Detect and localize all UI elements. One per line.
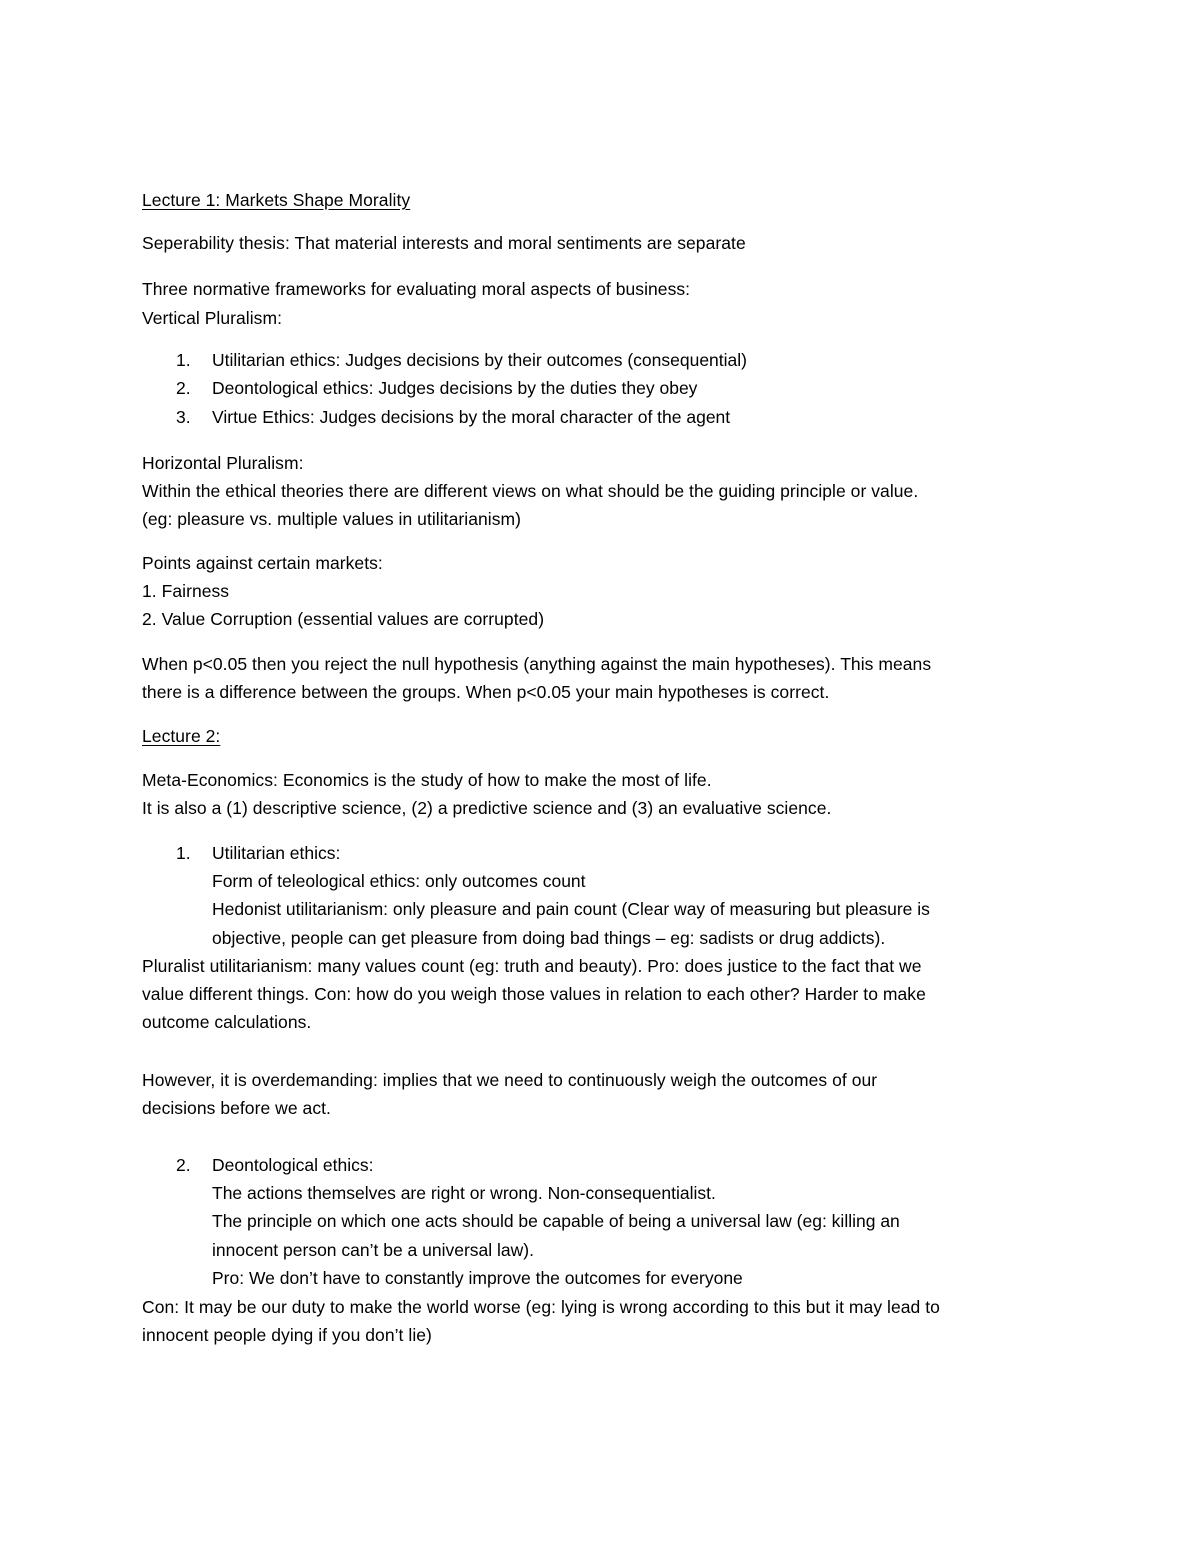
lecture-1-heading: Lecture 1: Markets Shape Morality — [142, 190, 411, 210]
meta-economics-sciences: It is also a (1) descriptive science, (2) a predictive science and (3) an evaluative science. — [142, 798, 832, 818]
deontological-universal-law-continued: innocent person can’t be a universal law). — [212, 1240, 534, 1260]
list-marker: 2. — [176, 378, 191, 398]
point-value-corruption: 2. Value Corruption (essential values are corrupted) — [142, 609, 545, 629]
utilitarian-ethics-title: Utilitarian ethics: — [212, 843, 341, 863]
list-item: Deontological ethics: Judges decisions by the duties they obey — [212, 378, 698, 398]
deontological-con: Con: It may be our duty to make the world worse (eg: lying is wrong according to this but it may lead to — [142, 1297, 940, 1317]
list-marker: 1. — [176, 350, 191, 370]
pluralist-utilitarianism: Pluralist utilitarianism: many values count (eg: truth and beauty). Pro: does justice to the fact that we — [142, 956, 922, 976]
list-marker: 1. — [176, 843, 191, 863]
deontological-universal-law: The principle on which one acts should be capable of being a universal law (eg: killing an — [212, 1211, 900, 1231]
points-against-markets-label: Points against certain markets: — [142, 553, 383, 573]
deontological-con-continued: innocent people dying if you don’t lie) — [142, 1325, 432, 1345]
utilitarian-hedonist: Hedonist utilitarianism: only pleasure and pain count (Clear way of measuring but pleasure is — [212, 899, 930, 919]
deontological-pro: Pro: We don’t have to constantly improve the outcomes for everyone — [212, 1268, 743, 1288]
deontological-ethics-title: Deontological ethics: — [212, 1155, 374, 1175]
point-fairness: 1. Fairness — [142, 581, 230, 601]
lecture-2-heading: Lecture 2: — [142, 726, 221, 746]
p-value-text-continued: there is a difference between the groups. When p<0.05 your main hypotheses is correct. — [142, 682, 830, 702]
overdemanding-critique-continued: decisions before we act. — [142, 1098, 331, 1118]
p-value-text: When p<0.05 then you reject the null hypothesis (anything against the main hypotheses). This means — [142, 654, 932, 674]
utilitarian-teleological: Form of teleological ethics: only outcomes count — [212, 871, 586, 891]
frameworks-intro: Three normative frameworks for evaluating moral aspects of business: — [142, 279, 691, 299]
meta-economics-definition: Meta-Economics: Economics is the study of how to make the most of life. — [142, 770, 712, 790]
horizontal-pluralism-label: Horizontal Pluralism: — [142, 453, 304, 473]
horizontal-pluralism-example: (eg: pleasure vs. multiple values in utilitarianism) — [142, 509, 522, 529]
separability-thesis: Seperability thesis: That material interests and moral sentiments are separate — [142, 233, 746, 253]
pluralist-utilitarianism-continued: value different things. Con: how do you weigh those values in relation to each other? Harder to make — [142, 984, 926, 1004]
pluralist-utilitarianism-end: outcome calculations. — [142, 1012, 312, 1032]
list-marker: 3. — [176, 407, 191, 427]
list-item: Utilitarian ethics: Judges decisions by their outcomes (consequential) — [212, 350, 747, 370]
list-item: Virtue Ethics: Judges decisions by the moral character of the agent — [212, 407, 731, 427]
vertical-pluralism-label: Vertical Pluralism: — [142, 308, 283, 328]
horizontal-pluralism-text: Within the ethical theories there are different views on what should be the guiding principle or value. — [142, 481, 919, 501]
utilitarian-hedonist-continued: objective, people can get pleasure from doing bad things – eg: sadists or drug addicts). — [212, 928, 886, 948]
overdemanding-critique: However, it is overdemanding: implies that we need to continuously weigh the outcomes of our — [142, 1070, 878, 1090]
list-marker: 2. — [176, 1155, 191, 1175]
deontological-definition: The actions themselves are right or wrong. Non-consequentialist. — [212, 1183, 716, 1203]
